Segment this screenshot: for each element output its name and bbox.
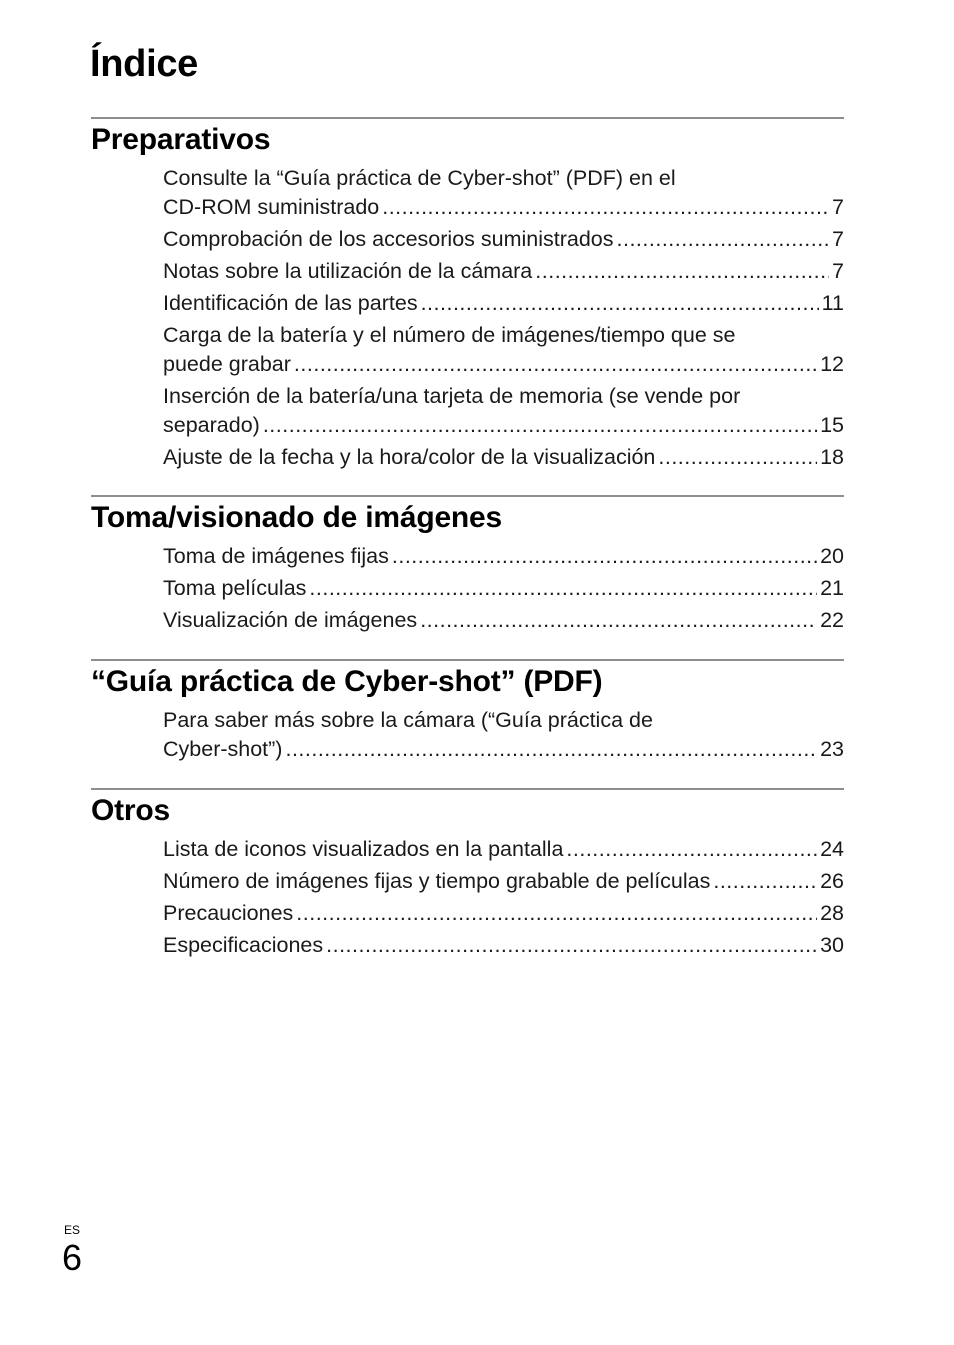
dot-leader: [713, 867, 817, 896]
dot-leader: [535, 257, 829, 286]
section-heading: Preparativos: [91, 123, 271, 156]
toc-entry[interactable]: [163, 835, 844, 864]
toc-entry-page: 21: [820, 576, 844, 600]
section-divider: [91, 117, 844, 119]
toc-entry-page: 15: [820, 413, 844, 437]
toc-entry[interactable]: [163, 289, 844, 318]
toc-entry-text: Identificación de las partes: [163, 291, 418, 315]
toc-entries: [163, 164, 844, 472]
toc-entry-text: Ajuste de la fecha y la hora/color de la visualización: [163, 445, 656, 469]
section-heading: Toma/visionado de imágenes: [91, 501, 503, 534]
section-guia-practica: [91, 659, 844, 767]
toc-entry[interactable]: [163, 867, 844, 896]
dot-leader: [326, 931, 817, 960]
toc-entries: [163, 542, 844, 635]
dot-leader: [309, 574, 817, 603]
toc-entry[interactable]: [163, 931, 844, 960]
toc-entry[interactable]: [163, 899, 844, 928]
toc-entry-text-line1: Para saber más sobre la cámara (“Guía práctica de: [163, 708, 653, 732]
dot-leader: [421, 289, 819, 318]
language-code: ES: [64, 1223, 81, 1237]
toc-entry-text: Toma de imágenes fijas: [163, 544, 389, 568]
toc-entry-text: Número de imágenes fijas y tiempo grabable de películas: [163, 869, 711, 893]
toc-entry-text: Visualización de imágenes: [163, 608, 418, 632]
toc-entry-text: CD-ROM suministrado: [163, 195, 380, 219]
toc-entry-text: Especificaciones: [163, 933, 324, 957]
toc-entry-page: 18: [820, 445, 844, 469]
toc-entry-page: 7: [832, 227, 844, 251]
toc-entry[interactable]: [163, 606, 844, 635]
page-number: 6: [62, 1237, 83, 1278]
toc-entry-page: 26: [820, 869, 844, 893]
toc-entry[interactable]: [163, 443, 844, 472]
page-title: Índice: [90, 43, 199, 85]
toc-entry-page: 7: [832, 259, 844, 283]
section-preparativos: [91, 117, 844, 475]
section-divider: [91, 495, 844, 497]
toc-entry-text: puede grabar: [163, 352, 291, 376]
toc-entry-page: 28: [820, 901, 844, 925]
toc-entry-page: 30: [820, 933, 844, 957]
toc-entry[interactable]: [163, 257, 844, 286]
section-toma-visionado: [91, 495, 844, 638]
dot-leader: [285, 735, 817, 764]
toc-entry[interactable]: [163, 225, 844, 254]
section-heading: Otros: [91, 794, 171, 827]
toc-entry-page: 20: [820, 544, 844, 568]
section-otros: [91, 788, 844, 963]
toc-entry-page: 12: [820, 352, 844, 376]
toc-entry[interactable]: [163, 574, 844, 603]
dot-leader: [382, 193, 829, 222]
dot-leader: [617, 225, 830, 254]
dot-leader: [296, 899, 817, 928]
toc-entry[interactable]: [163, 706, 844, 764]
toc-entry[interactable]: [163, 321, 844, 379]
section-divider: [91, 788, 844, 790]
toc-entry-text: separado): [163, 413, 260, 437]
toc-entry-text-line1: Consulte la “Guía práctica de Cyber-shot” (PDF) en el: [163, 166, 676, 190]
dot-leader: [392, 542, 817, 571]
dot-leader: [658, 443, 817, 472]
toc-entry-text: Comprobación de los accesorios suministrados: [163, 227, 614, 251]
toc-entry-page: 24: [820, 837, 844, 861]
dot-leader: [263, 411, 817, 440]
toc-entry-page: 22: [820, 608, 844, 632]
toc-entry-text: Cyber-shot”): [163, 737, 283, 761]
toc-entries: [163, 706, 844, 764]
toc-entry-text: Toma películas: [163, 576, 307, 600]
section-heading: “Guía práctica de Cyber-shot” (PDF): [91, 665, 603, 698]
dot-leader: [566, 835, 817, 864]
section-divider: [91, 659, 844, 661]
toc-entries: [163, 835, 844, 960]
toc-entry-page: 23: [820, 737, 844, 761]
toc-entry-text-line1: Inserción de la batería/una tarjeta de memoria (se vende por: [163, 384, 741, 408]
dot-leader: [420, 606, 817, 635]
toc-entry-text-line1: Carga de la batería y el número de imágenes/tiempo que se: [163, 323, 736, 347]
toc-entry[interactable]: [163, 382, 844, 440]
toc-entry-text: Notas sobre la utilización de la cámara: [163, 259, 533, 283]
dot-leader: [294, 350, 817, 379]
toc-entry[interactable]: [163, 164, 844, 222]
toc-entry-page: 7: [832, 195, 844, 219]
toc-entry-text: Precauciones: [163, 901, 294, 925]
toc-entry-text: Lista de iconos visualizados en la pantalla: [163, 837, 564, 861]
toc-entry-page: 11: [821, 291, 844, 315]
toc-entry[interactable]: [163, 542, 844, 571]
